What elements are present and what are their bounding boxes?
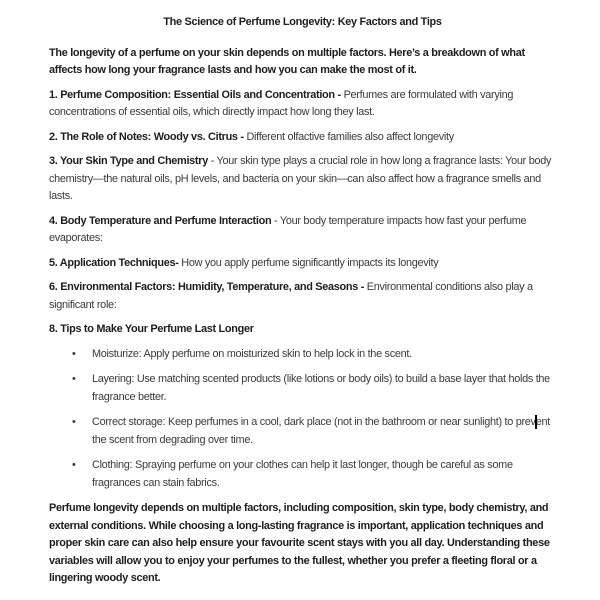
document-title[interactable]: The Science of Perfume Longevity: Key Factors and Tips	[163, 16, 442, 28]
section-paragraph-3[interactable]	[49, 153, 556, 206]
section-body: How you apply perfume significantly impacts its longevity	[181, 256, 439, 269]
section-heading: 6. Environmental Factors: Humidity, Temperature, and Seasons -	[49, 281, 365, 293]
list-item-text: Correct storage: Keep perfumes in a cool, dark place (not in the bathroom or near sunlight) to prev	[92, 416, 536, 428]
list-item[interactable]	[92, 346, 556, 364]
section-heading: 1. Perfume Composition: Essential Oils and Concentration -	[49, 88, 341, 101]
section-heading: 2. The Role of Notes: Woody vs. Citrus -	[49, 130, 244, 143]
section-paragraph-4[interactable]	[49, 213, 556, 248]
section-heading: 4. Body Temperature and Perfume Interaction	[49, 214, 272, 227]
section-paragraph-6[interactable]	[49, 279, 556, 314]
tips-list	[49, 346, 556, 493]
list-item[interactable]	[92, 414, 556, 449]
intro-paragraph[interactable]: The longevity of a perfume on your skin depends on multiple factors. Here’s a breakdown of what affects how long your fragrance lasts and how you can make the most of it.	[49, 46, 525, 76]
list-item-text: Moisturize: Apply perfume on moisturized skin to help lock in the scent.	[92, 347, 412, 360]
conclusion-paragraph[interactable]: Perfume longevity depends on multiple factors, including composition, skin type, body chemistry, and external conditions. While choosing a long-lasting fragrance is important, application techniques and proper skin care can also help ensure your favourite scent stays with you all day. Understanding these variables will allow you to enjoy your perfumes to the fullest, whether you prefer a fleeting floral or a lingering woody scent.	[49, 502, 550, 584]
list-item[interactable]	[92, 371, 556, 406]
section-heading: 5. Application Techniques-	[49, 256, 179, 269]
section-body: Different olfactive families also affect longevity	[246, 130, 454, 143]
section-paragraph-1[interactable]	[49, 87, 556, 122]
list-item-text: Clothing: Spraying perfume on your clothes can help it last longer, though be careful as some fragrances can stain fabrics.	[92, 459, 513, 489]
section-heading: 3. Your Skin Type and Chemistry	[49, 155, 208, 167]
list-item-text: ent the scent from degrading over time.	[92, 416, 550, 446]
section-body: Perfumes are formulated with varying concentrations of essential oils, which directly impact how long they last.	[49, 88, 514, 118]
section-paragraph-5[interactable]	[49, 255, 556, 273]
list-item[interactable]	[92, 457, 556, 492]
tips-heading[interactable]: 8. Tips to Make Your Perfume Last Longer	[49, 323, 254, 335]
section-paragraph-2[interactable]	[49, 129, 556, 147]
section-body: Environmental conditions also play a significant role:	[49, 281, 533, 311]
list-item-text: Layering: Use matching scented products (like lotions or body oils) to build a base layer that holds the fragrance better.	[92, 373, 550, 403]
section-body: - Your body temperature impacts how fast your perfume evaporates:	[49, 214, 527, 244]
section-body: - Your skin type plays a crucial role in how long a fragrance lasts: Your body chemistry—the natural oils, pH levels, and bacteria on your skin—can also affect how a fragrance smells and lasts.	[49, 155, 552, 202]
